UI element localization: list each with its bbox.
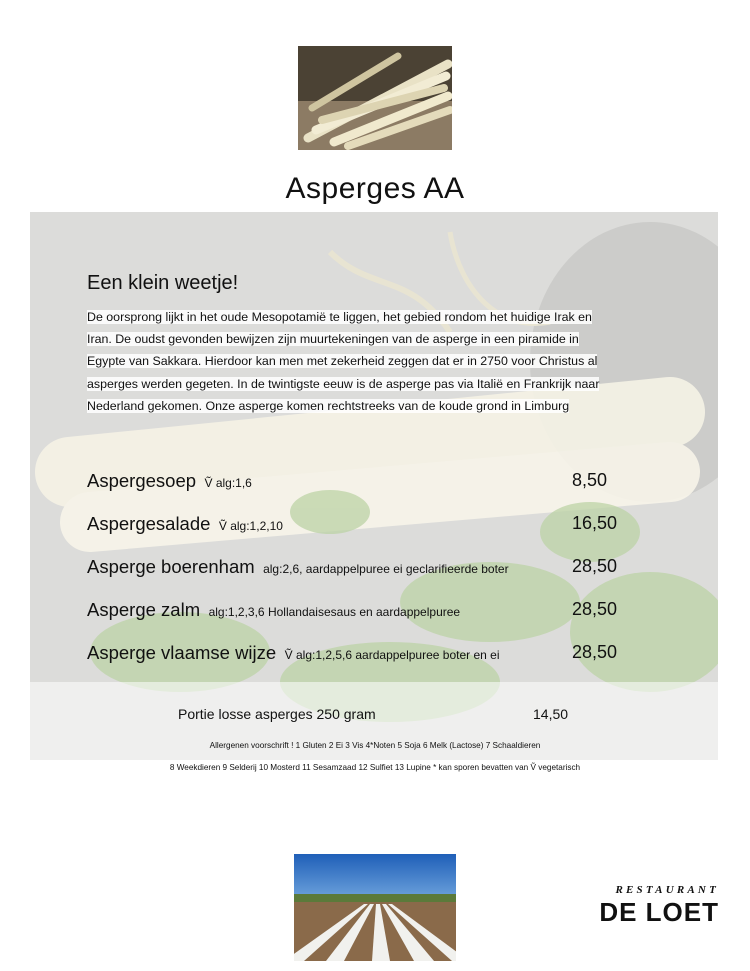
- menu-item-name: Asperge zalm: [87, 599, 201, 620]
- page-title: Asperges AA: [285, 172, 465, 205]
- menu-item-note: Ṽ alg:1,2,10: [218, 519, 283, 533]
- menu-item-name: Aspergesalade: [87, 513, 211, 534]
- menu-item-price: 16,50: [572, 513, 618, 533]
- menu-item-name: Aspergesoep: [87, 470, 197, 491]
- intro-text: [87, 306, 662, 417]
- menu-item: [87, 599, 647, 627]
- restaurant-logo: [594, 884, 719, 934]
- logo-name: DE LOET: [599, 897, 719, 927]
- menu-item-name: Asperge vlaamse wijze: [87, 642, 277, 663]
- portion-label: Portie losse asperges 250 gram: [178, 706, 376, 722]
- intro-line: De oorsprong lijkt in het oude Mesopotamië te liggen, het gebied rondom het huidige Irak en: [87, 310, 592, 324]
- allergens-line: 8 Weekdieren 9 Selderij 10 Mosterd 11 Sesamzaad 12 Sulfiet 13 Lupine * kan sporen bevatten van Ṽ vegetarisch: [169, 763, 581, 772]
- menu-item-price: 28,50: [572, 642, 618, 662]
- menu-item-note: alg:1,2,3,6 Hollandaisesaus en aardappelpuree: [208, 605, 461, 619]
- menu-item-name: Asperge boerenham: [87, 556, 255, 577]
- menu-item: [87, 642, 647, 670]
- intro-line: Nederland gekomen. Onze asperge komen rechtstreeks van de koude grond in Limburg: [87, 398, 570, 413]
- menu-item-price: 8,50: [572, 470, 608, 490]
- menu-item: [87, 513, 647, 541]
- menu-item: [87, 556, 647, 584]
- menu-item-note: Ṽ alg:1,6: [204, 476, 252, 490]
- menu-item-note: Ṽ alg:1,2,5,6 aardappelpuree boter en ei: [284, 648, 500, 662]
- menu-item-price: 28,50: [572, 556, 618, 576]
- intro-line: asperges werden gegeten. In de twintigste eeuw is de asperge pas via Italië en Frankrijk naar: [87, 376, 600, 391]
- menu-item-note: alg:2,6, aardappelpuree ei geclarifieerde boter: [263, 562, 509, 576]
- intro-line: Egypte van Sakkara. Hierdoor kan men met zekerheid zeggen dat er in 2750 voor Christus al: [87, 354, 598, 369]
- menu-item-price: 28,50: [572, 599, 618, 619]
- intro-line: Iran. De oudst gevonden bewijzen zijn muurtekeningen van de asperge in een piramide in: [87, 332, 579, 347]
- asparagus-field-photo: [294, 854, 456, 961]
- allergens-line: Allergenen voorschrift ! 1 Gluten 2 Ei 3 Vis 4*Noten 5 Soja 6 Melk (Lactose) 7 Schaaldieren: [209, 741, 541, 750]
- portion-price: 14,50: [533, 706, 569, 722]
- asparagus-photo: [298, 46, 452, 150]
- menu-item: [87, 470, 647, 498]
- intro-heading: Een klein weetje!: [87, 272, 239, 294]
- logo-subtitle: RESTAURANT: [615, 884, 719, 896]
